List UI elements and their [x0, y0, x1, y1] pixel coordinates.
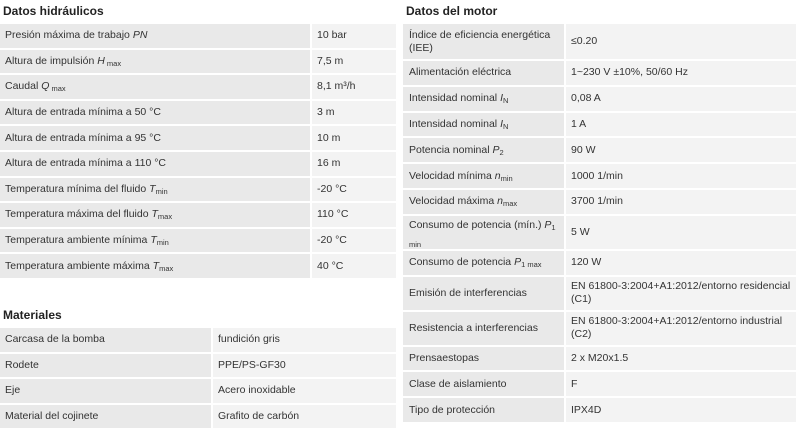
row-label-text: Altura de entrada mínima a 50 °C	[5, 106, 161, 119]
row-value: 3 m	[312, 101, 396, 127]
row-label-text: Emisión de interferencias	[409, 286, 527, 299]
table-row	[0, 50, 396, 76]
row-symbol: n	[494, 169, 501, 182]
row-label-text: Presión máxima de trabajo	[5, 29, 133, 42]
row-label-text: Altura de entrada mínima a 110 °C	[5, 157, 167, 170]
row-label	[403, 24, 566, 61]
row-label-text: Caudal	[5, 80, 42, 93]
table-row	[0, 254, 396, 280]
row-label-text: Consumo de potencia (mín.)	[409, 219, 545, 232]
row-value: 90 W	[566, 138, 796, 164]
materials-table	[0, 328, 396, 430]
table-row	[403, 164, 796, 190]
row-label	[403, 312, 566, 347]
row-label-text: Intensidad nominal	[409, 117, 501, 130]
row-label	[0, 254, 312, 280]
row-label	[0, 24, 312, 50]
row-label-text: Velocidad mínima	[409, 169, 495, 182]
row-label	[403, 251, 566, 277]
table-row	[403, 190, 796, 216]
row-label	[0, 203, 312, 229]
row-value: 1 A	[566, 113, 796, 139]
table-row	[0, 405, 396, 431]
row-label-text: Resistencia a interferencias	[409, 321, 538, 334]
row-symbol-subscript: 1 max	[521, 260, 542, 270]
row-symbol-subscript: 2	[499, 147, 504, 157]
table-row	[0, 203, 396, 229]
row-value: -20 °C	[312, 229, 396, 255]
row-value: -20 °C	[312, 178, 396, 204]
materials-title: Materiales	[3, 307, 62, 322]
row-label-text: Velocidad máxima	[409, 195, 498, 208]
table-row	[403, 277, 796, 312]
row-label	[0, 126, 312, 152]
row-label-text: Tipo de protección	[409, 403, 495, 416]
motor-data-table	[403, 24, 796, 424]
row-value: 8,1 m³/h	[312, 75, 396, 101]
row-value: 10 m	[312, 126, 396, 152]
row-label	[403, 61, 566, 87]
row-value: 120 W	[566, 251, 796, 277]
row-value: 40 °C	[312, 254, 396, 280]
table-row	[403, 138, 796, 164]
row-label	[0, 101, 312, 127]
row-label	[403, 87, 566, 113]
row-label	[403, 216, 566, 251]
row-value: EN 61800-3:2004+A1:2012/entorno residencial (C1)	[566, 277, 796, 312]
left-column	[0, 0, 396, 430]
row-symbol-subscript: 1	[551, 223, 556, 233]
table-row	[403, 398, 796, 424]
row-label-text: Temperatura ambiente mínima	[5, 234, 151, 247]
row-value: IPX4D	[566, 398, 796, 424]
row-symbol: T	[152, 259, 160, 272]
row-symbol-subscript: max	[104, 58, 122, 68]
row-label	[0, 229, 312, 255]
row-symbol: H	[97, 54, 105, 67]
row-symbol: T	[151, 208, 158, 221]
table-row	[403, 372, 796, 398]
table-row	[403, 87, 796, 113]
row-symbol: P	[514, 256, 522, 269]
row-symbol-subscript-2: min	[409, 240, 422, 250]
table-row	[403, 61, 796, 87]
row-value: F	[566, 372, 796, 398]
table-row	[0, 126, 396, 152]
row-value: EN 61800-3:2004+A1:2012/entorno industrial (C2)	[566, 312, 796, 347]
row-value: 0,08 A	[566, 87, 796, 113]
row-value: Grafito de carbón	[213, 405, 396, 431]
row-value: 3700 1/min	[566, 190, 796, 216]
table-row	[0, 379, 396, 405]
row-value: 16 m	[312, 152, 396, 178]
row-label	[403, 347, 566, 373]
row-label	[403, 164, 566, 190]
row-label	[403, 277, 566, 312]
row-symbol: n	[497, 195, 503, 208]
row-value: Acero inoxidable	[213, 379, 396, 405]
row-label: Material del cojinete	[0, 405, 213, 431]
row-label-text: Índice de eficiencia energética (IEE)	[409, 28, 551, 54]
row-symbol: P	[544, 219, 552, 232]
row-label-text: Temperatura máxima del fluido	[5, 208, 152, 221]
row-label	[0, 152, 312, 178]
row-label-text: Potencia nominal	[409, 143, 493, 156]
hydraulic-data-title: Datos hidráulicos	[3, 4, 104, 18]
row-label	[403, 398, 566, 424]
row-value: 5 W	[566, 216, 796, 251]
table-row	[403, 216, 796, 251]
table-row	[403, 312, 796, 347]
row-value: 2 x M20x1.5	[566, 347, 796, 373]
table-row	[0, 229, 396, 255]
row-label: Rodete	[0, 354, 213, 380]
row-value: 10 bar	[312, 24, 396, 50]
row-symbol: I	[500, 117, 503, 130]
row-label	[403, 113, 566, 139]
row-value: PPE/PS-GF30	[213, 354, 396, 380]
table-row	[0, 328, 396, 354]
row-symbol-subscript: max	[159, 263, 174, 273]
table-row	[0, 354, 396, 380]
hydraulic-data-table	[0, 24, 396, 280]
table-row	[0, 178, 396, 204]
row-symbol-subscript: N	[502, 121, 509, 131]
row-symbol: PN	[132, 29, 148, 42]
row-label: Eje	[0, 379, 213, 405]
row-label-text: Prensaestopas	[409, 351, 480, 364]
row-label: Carcasa de la bomba	[0, 328, 213, 354]
table-row	[403, 347, 796, 373]
row-value: 1000 1/min	[566, 164, 796, 190]
right-column	[403, 0, 796, 424]
row-symbol-subscript: max	[157, 212, 173, 222]
table-row	[0, 101, 396, 127]
row-label	[403, 190, 566, 216]
row-symbol-subscript: min	[500, 173, 513, 183]
row-label-text: Alimentación eléctrica	[409, 66, 512, 79]
row-label	[0, 178, 312, 204]
row-label-text: Temperatura ambiente máxima	[5, 259, 153, 272]
row-label	[403, 372, 566, 398]
motor-data-title: Datos del motor	[406, 4, 498, 18]
row-label-text: Temperatura mínima del fluido	[5, 182, 150, 195]
row-symbol: P	[492, 143, 500, 156]
table-row	[0, 152, 396, 178]
row-value: 7,5 m	[312, 50, 396, 76]
row-label	[403, 138, 566, 164]
table-row	[403, 24, 796, 61]
row-symbol-subscript: max	[49, 84, 66, 94]
row-label-text: Altura de entrada mínima a 95 °C	[5, 131, 161, 144]
table-row	[0, 75, 396, 101]
row-value: 110 °C	[312, 203, 396, 229]
row-symbol-subscript: N	[502, 96, 509, 106]
table-row	[0, 24, 396, 50]
row-label-text: Altura de impulsión	[5, 54, 98, 67]
row-symbol-subscript: min	[155, 186, 168, 196]
row-label	[0, 50, 312, 76]
row-symbol: I	[500, 92, 503, 105]
row-label-text: Consumo de potencia	[409, 256, 515, 269]
row-value: 1~230 V ±10%, 50/60 Hz	[566, 61, 796, 87]
row-label	[0, 75, 312, 101]
table-row	[403, 113, 796, 139]
row-symbol: T	[150, 234, 157, 247]
row-value: ≤0.20	[566, 24, 796, 61]
row-symbol: T	[149, 182, 156, 195]
table-row	[403, 251, 796, 277]
row-label-text: Intensidad nominal	[409, 92, 501, 105]
row-symbol: Q	[41, 80, 50, 93]
row-label-text: Clase de aislamiento	[409, 377, 507, 390]
row-symbol-subscript: min	[156, 238, 169, 248]
row-value: fundición gris	[213, 328, 396, 354]
row-symbol-subscript: max	[502, 199, 518, 209]
